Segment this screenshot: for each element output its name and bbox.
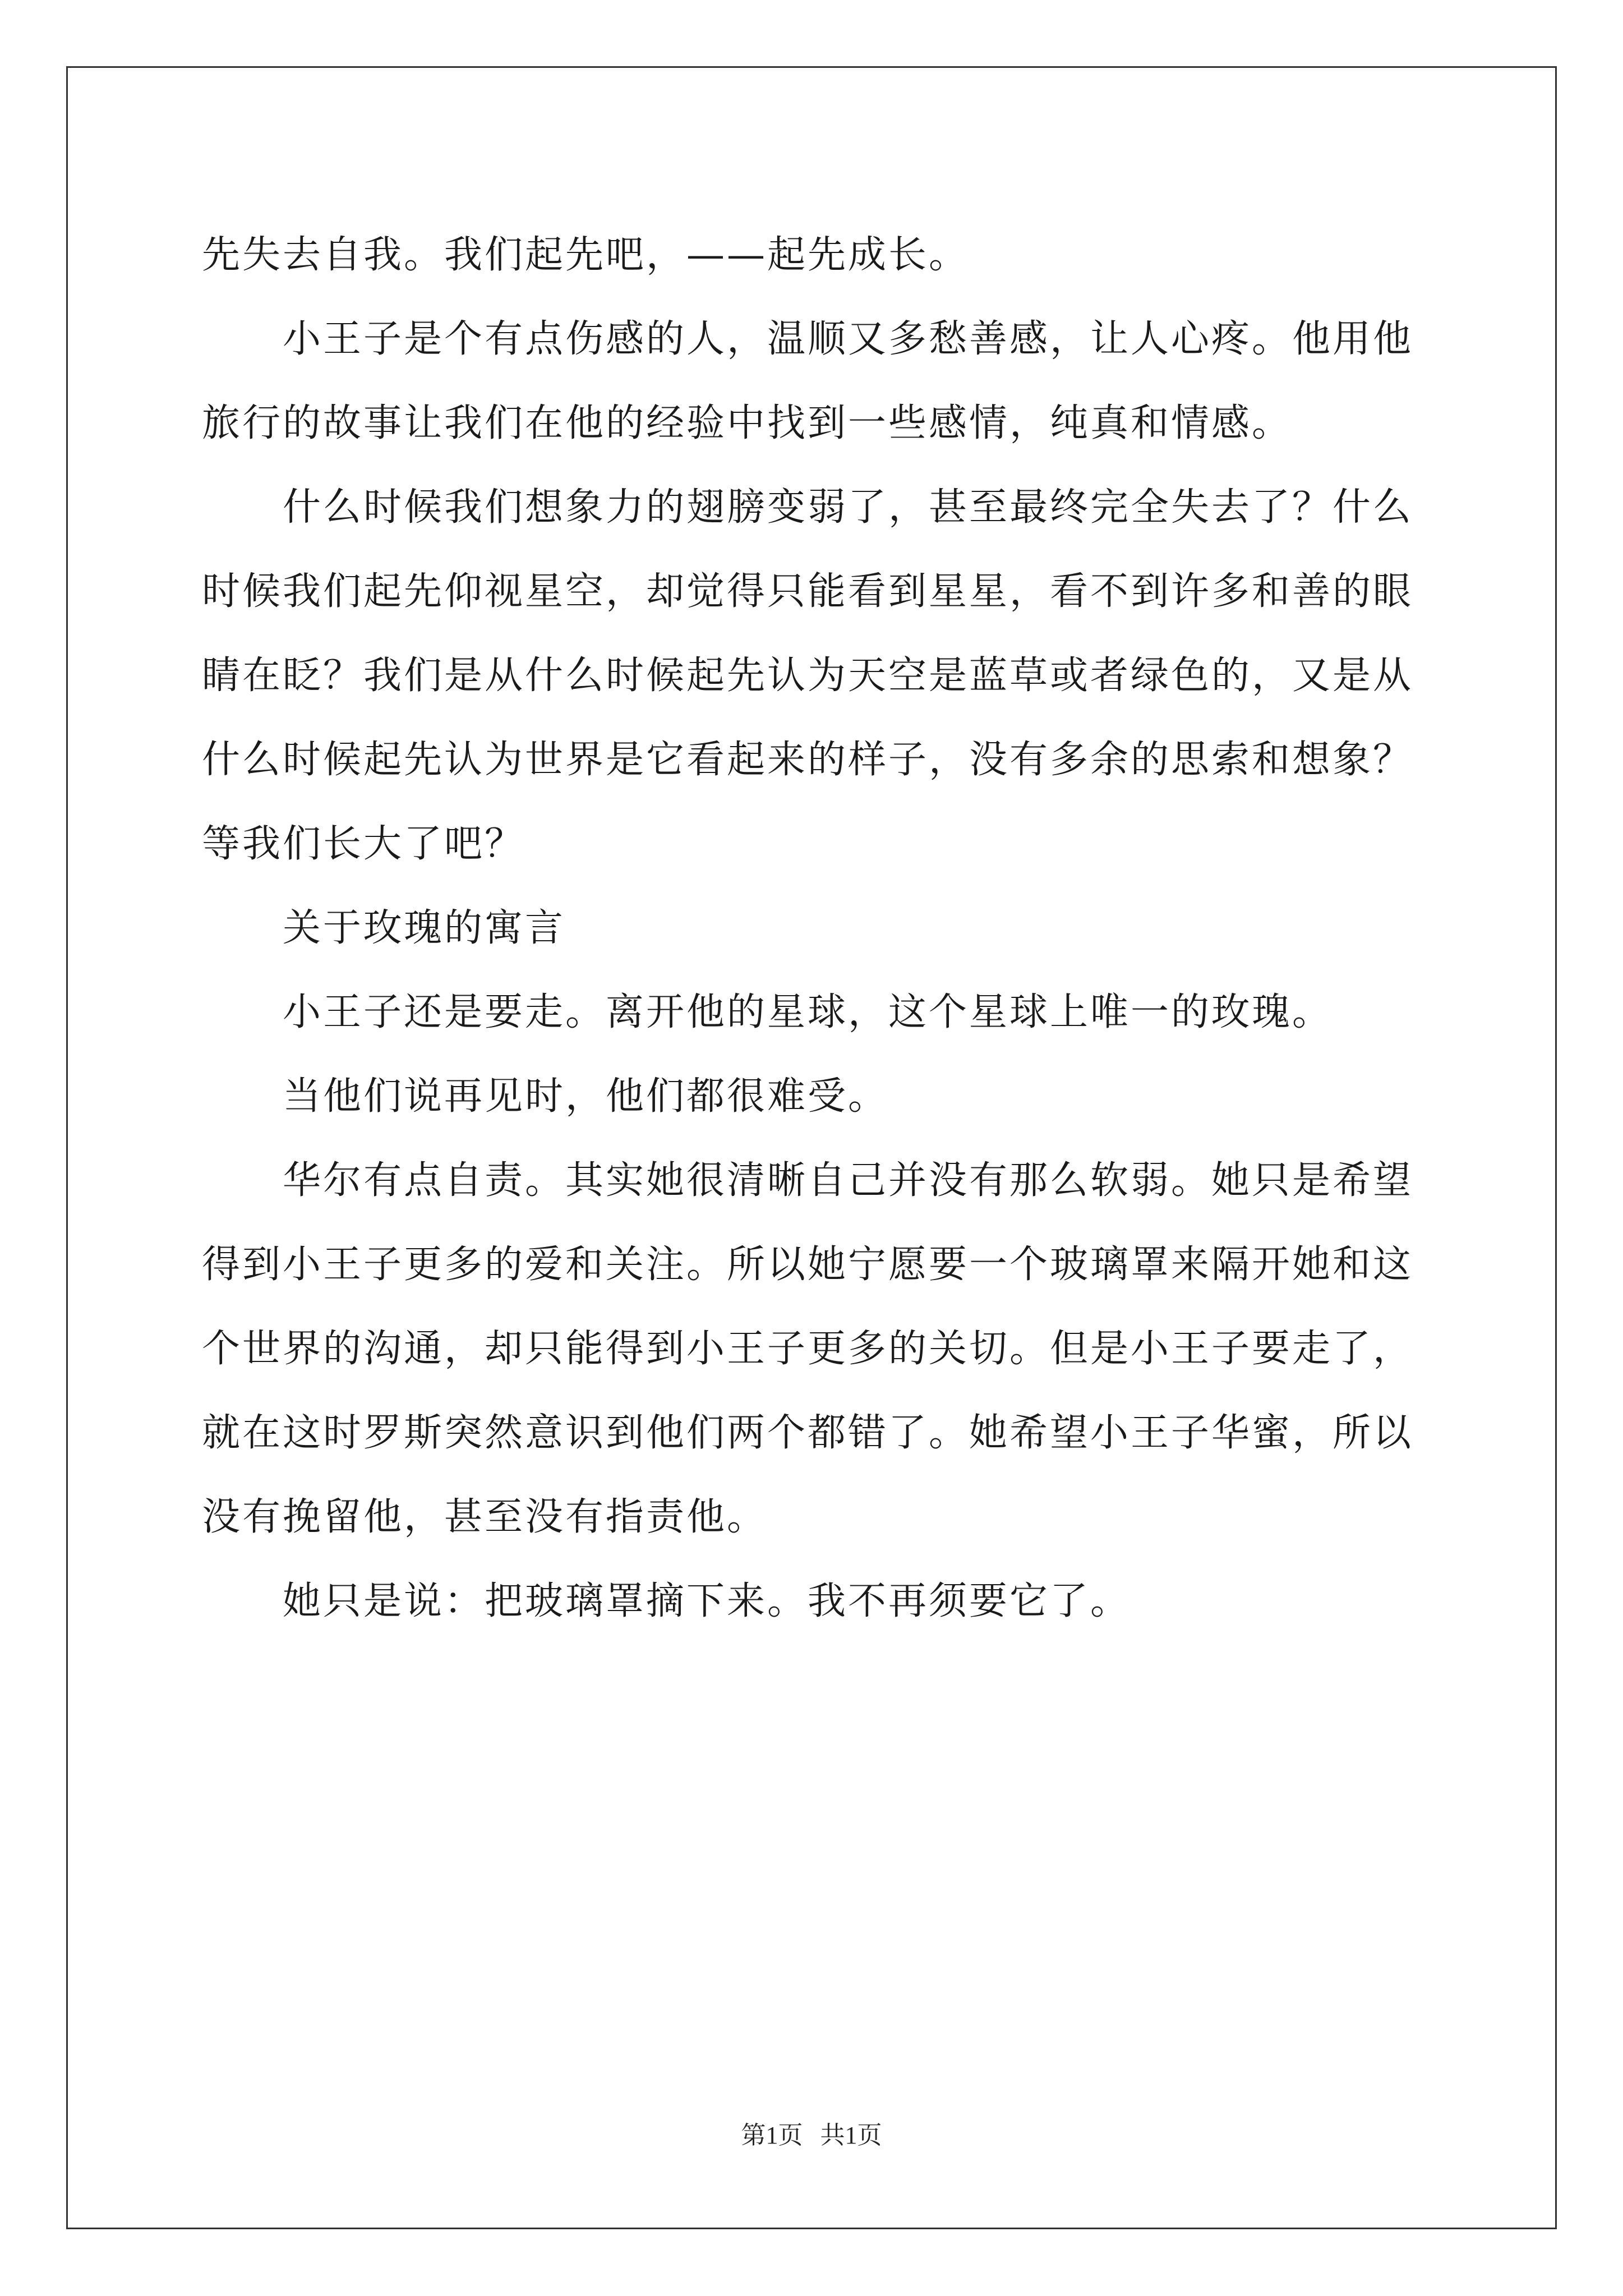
text-line: 得到小王子更多的爱和关注。所以她宁愿要一个玻璃罩来隔开她和这 xyxy=(202,1243,1414,1287)
page-number: 第1页 xyxy=(741,2122,803,2149)
text-line: 华尔有点自责。其实她很清晰自己并没有那么软弱。她只是希望 xyxy=(283,1158,1414,1203)
text-line: 没有挽留他，甚至没有指责他。 xyxy=(202,1495,768,1539)
text-line: 什么时候起先认为世界是它看起来的样子，没有多余的思索和想象？ xyxy=(202,738,1414,782)
page-footer xyxy=(0,2115,1623,2151)
text-line: 睛在眨？我们是从什么时候起先认为天空是蓝草或者绿色的，又是从 xyxy=(202,654,1414,698)
text-line: 旅行的故事让我们在他的经验中找到一些感情，纯真和情感。 xyxy=(202,401,1293,445)
text-line: 等我们长大了吧？ xyxy=(202,822,525,866)
document-body xyxy=(202,213,1436,1644)
text-line: 先失去自我。我们起先吧，——起先成长。 xyxy=(202,233,970,277)
text-line: 个世界的沟通，却只能得到小王子更多的关切。但是小王子要走了， xyxy=(202,1327,1414,1371)
text-line: 时候我们起先仰视星空，却觉得只能看到星星，看不到许多和善的眼 xyxy=(202,569,1414,614)
text-line: 小王子是个有点伤感的人，温顺又多愁善感，让人心疼。他用他 xyxy=(283,317,1414,361)
page-total: 共1页 xyxy=(820,2122,882,2149)
text-line: 就在这时罗斯突然意识到他们两个都错了。她希望小王子华蜜，所以 xyxy=(202,1411,1414,1455)
text-line: 她只是说：把玻璃罩摘下来。我不再须要它了。 xyxy=(283,1579,1131,1623)
text-line: 什么时候我们想象力的翅膀变弱了，甚至最终完全失去了？什么 xyxy=(283,485,1414,530)
section-heading: 关于玫瑰的寓言 xyxy=(283,906,566,950)
text-line: 当他们说再见时，他们都很难受。 xyxy=(283,1074,889,1119)
text-line: 小王子还是要走。离开他的星球，这个星球上唯一的玫瑰。 xyxy=(283,990,1333,1034)
